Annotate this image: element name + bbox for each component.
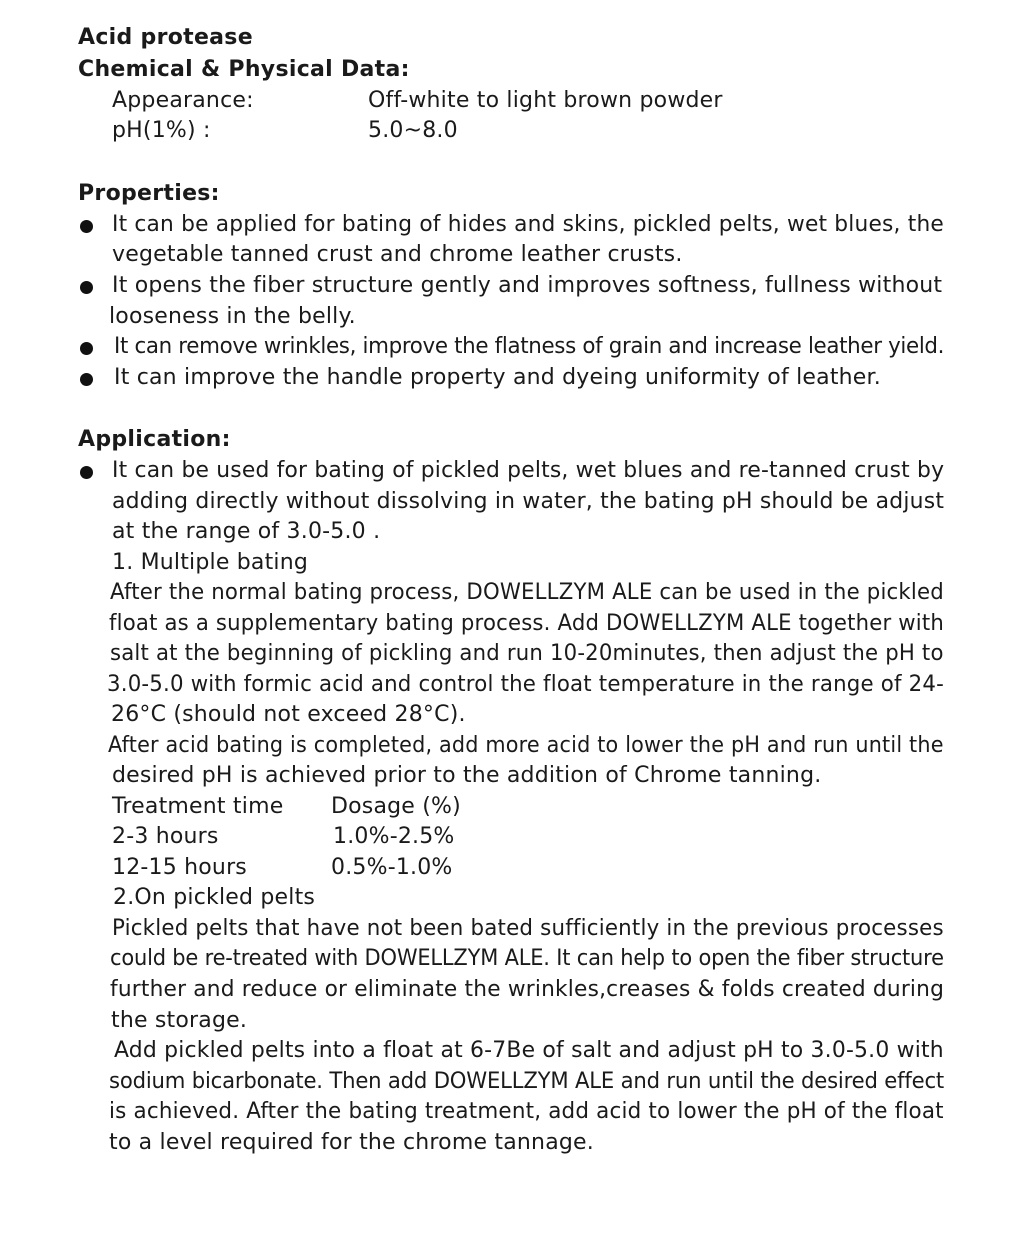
dosage-table-row-1-time: 2-3 hours: [112, 824, 219, 849]
section1-line-6: After acid bating is completed, add more acid to lower the pH and run until the: [108, 733, 944, 758]
section2-line-5: Add pickled pelts into a float at 6-7Be of salt and adjust pH to 3.0-5.0 with: [114, 1038, 944, 1063]
ph-value: 5.0~8.0: [368, 118, 458, 143]
properties-item-1-line-1: It can be applied for bating of hides and skins, pickled pelts, wet blues, the: [112, 212, 944, 237]
bullet-icon: [80, 466, 93, 479]
properties-item-3-line-1: It can remove wrinkles, improve the flatness of grain and increase leather yield.: [114, 334, 945, 359]
section1-title: 1. Multiple bating: [112, 550, 309, 575]
section2-line-2: could be re-treated with DOWELLZYM ALE. It can help to open the fiber structure: [110, 946, 944, 971]
chemical-physical-heading: Chemical & Physical Data:: [78, 57, 410, 82]
section2-title: 2.On pickled pelts: [113, 885, 316, 910]
appearance-value: Off-white to light brown powder: [368, 88, 723, 113]
application-intro-line-1: It can be used for bating of pickled pelts, wet blues and re-tanned crust by: [112, 458, 945, 483]
bullet-icon: [80, 373, 93, 386]
properties-item-4-line-1: It can improve the handle property and dyeing uniformity of leather.: [114, 365, 881, 390]
properties-item-2-line-1: It opens the fiber structure gently and improves softness, fullness without: [112, 273, 943, 298]
dosage-table-row-2-dosage: 0.5%-1.0%: [331, 855, 453, 880]
dosage-table-header-dosage: Dosage (%): [331, 794, 461, 819]
properties-heading: Properties:: [78, 181, 220, 206]
application-intro-line-3: at the range of 3.0-5.0 .: [112, 519, 381, 544]
ph-label: pH(1%) :: [112, 118, 211, 143]
section2-line-4: the storage.: [111, 1008, 248, 1033]
section1-line-1: After the normal bating process, DOWELLZYM ALE can be used in the pickled: [110, 580, 944, 605]
bullet-icon: [80, 281, 93, 294]
dosage-table-row-1-dosage: 1.0%-2.5%: [333, 824, 455, 849]
document-title: Acid protease: [78, 25, 253, 50]
application-intro-line-2: adding directly without dissolving in water, the bating pH should be adjust: [112, 489, 945, 514]
appearance-label: Appearance:: [112, 88, 254, 113]
section2-line-3: further and reduce or eliminate the wrinkles,creases & folds created during: [110, 977, 945, 1002]
dosage-table-header-time: Treatment time: [112, 794, 284, 819]
section2-line-1: Pickled pelts that have not been bated sufficiently in the previous processes: [112, 916, 944, 941]
section1-line-2: float as a supplementary bating process. Add DOWELLZYM ALE together with: [109, 611, 945, 636]
dosage-table-row-2-time: 12-15 hours: [112, 855, 247, 880]
section2-line-8: to a level required for the chrome tannage.: [109, 1130, 594, 1155]
section1-line-4: 3.0-5.0 with formic acid and control the float temperature in the range of 24-: [107, 672, 944, 697]
section1-line-3: salt at the beginning of pickling and run 10-20minutes, then adjust the pH to: [110, 641, 944, 666]
section1-line-7: desired pH is achieved prior to the addition of Chrome tanning.: [112, 763, 822, 788]
properties-item-1-line-2: vegetable tanned crust and chrome leather crusts.: [112, 242, 683, 267]
section2-line-7: is achieved. After the bating treatment, add acid to lower the pH of the float: [109, 1099, 944, 1124]
properties-item-2-line-2: looseness in the belly.: [109, 304, 356, 329]
bullet-icon: [80, 342, 93, 355]
bullet-icon: [80, 220, 93, 233]
section2-line-6: sodium bicarbonate. Then add DOWELLZYM ALE and run until the desired effect: [109, 1069, 945, 1094]
section1-line-5: 26°C (should not exceed 28°C).: [111, 702, 466, 727]
application-heading: Application:: [78, 427, 231, 452]
